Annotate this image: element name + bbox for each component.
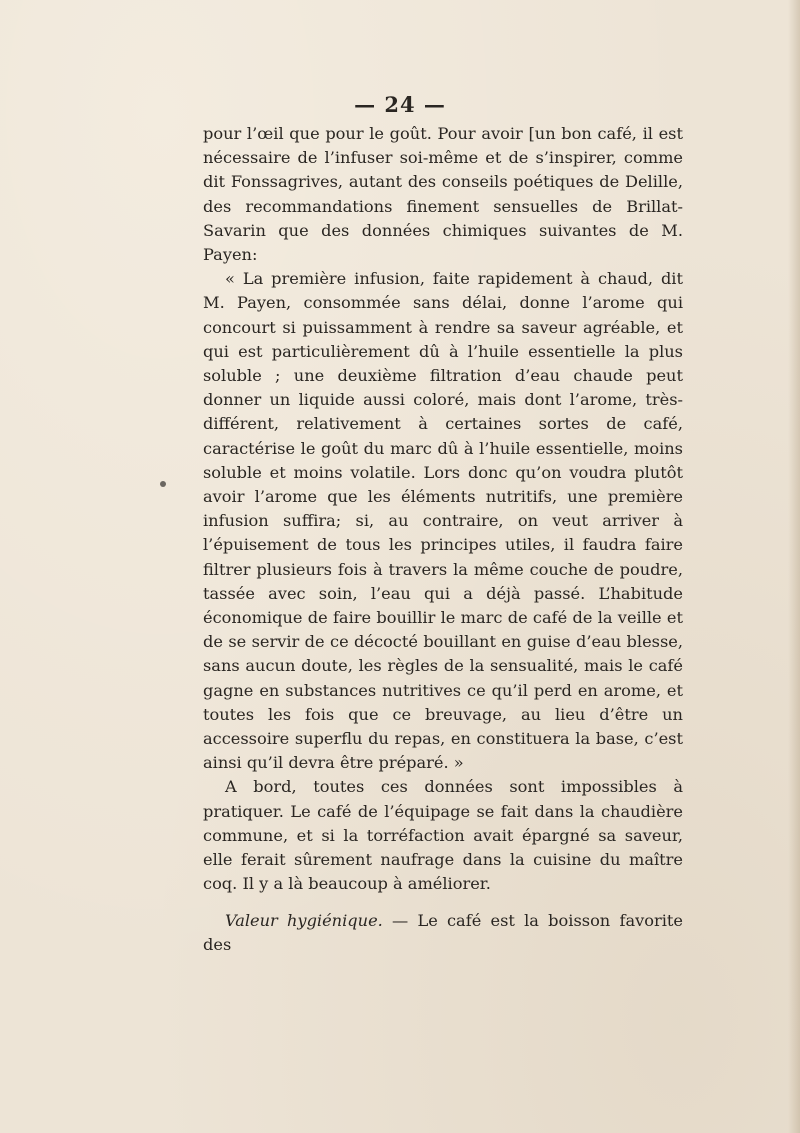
page-number: — 24 — — [354, 92, 446, 117]
paragraph-4-text: — Le café est la boisson favorite des — [203, 910, 683, 954]
page-edge-shadow — [788, 0, 800, 1133]
section-heading: Valeur hygiénique. — [225, 910, 383, 930]
ink-speck — [160, 481, 166, 487]
paragraph-3: A bord, toutes ces données sont impossibles à pratiquer. Le café de l’équipage se fait dans la chaudière commune, et si la torréfaction avait épargné sa saveur, elle ferait sûrement naufrage dans la cuisine du maître coq. Il y a là beaucoup à améliorer. — [203, 777, 683, 894]
paragraph-2-quote: « La première infusion, faite rapidement à chaud, dit M. Payen, consommée sans délai, donne l’arome qui concourt si puissamment à rendre sa saveur agréable, et qui est particulièrement dû à l’huile essentielle la plus soluble ; une deuxième filtration d’eau chaude peut donner un liquide aussi coloré, mais dont l’arome, très-différent, relativement à certaines sortes de café, caractérise le goût du marc dû à l’huile essentielle, moins soluble et moins volatile. Lors donc qu’on voudra plutôt avoir l’arome que les éléments nutritifs, une première infusion suffira; si, au contraire, on veut arriver à l’épuisement de tous les principes utiles, il faudra faire filtrer plusieurs fois à travers la même couche de poudre, tassée avec soin, l’eau qui a déjà passé. L’habitude économique de faire bouillir le marc de café de la veille et de se servir de ce décocté bouillant en guise d’eau blesse, sans aucun doute, les règles de la sensualité, mais le café gagne en substances nutritives ce qu’il perd en arome, et toutes les fois que ce breuvage, au lieu d’être un accessoire superflu du repas, en constituera la base, c’est ainsi qu’il devra être préparé. » — [203, 269, 683, 773]
body-text — [203, 122, 683, 957]
paragraph-4 — [203, 909, 683, 957]
paragraph-1: pour l’œil que pour le goût. Pour avoir [un bon café, il est nécessaire de l’infuser soi-même et de s’inspirer, comme dit Fonssagrives, autant des conseils poétiques de Delille, des recommandations finement sensuelles de Brillat-Savarin que des données chimiques suivantes de M. Payen: — [203, 124, 683, 265]
